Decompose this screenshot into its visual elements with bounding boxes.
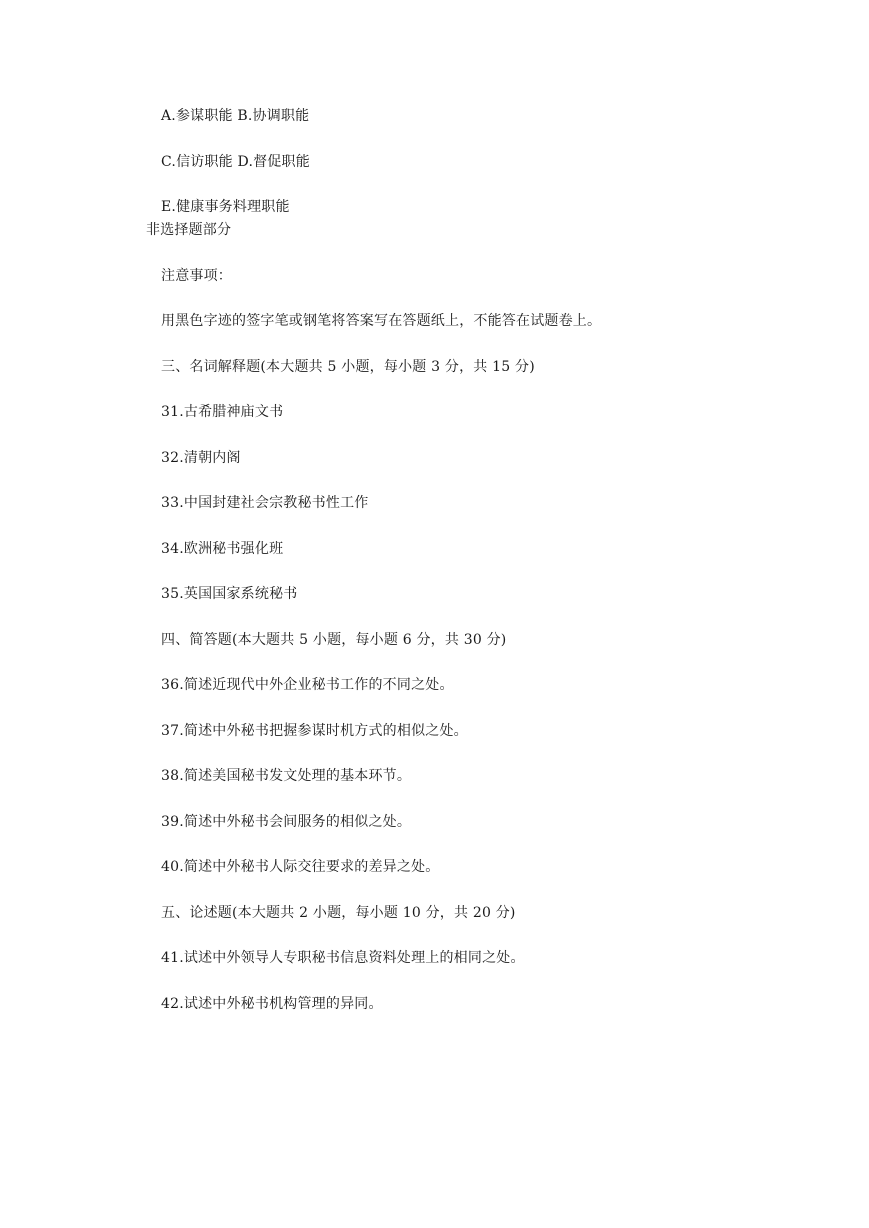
question-32: 32.清朝内阁 <box>161 450 241 466</box>
options-line-ab: A.参谋职能 B.协调职能 <box>161 108 310 124</box>
question-38: 38.简述美国秘书发文处理的基本环节。 <box>161 768 412 784</box>
question-33: 33.中国封建社会宗教秘书性工作 <box>161 495 369 511</box>
question-40: 40.简述中外秘书人际交往要求的差异之处。 <box>161 859 440 875</box>
question-39: 39.简述中外秘书会间服务的相似之处。 <box>161 814 412 830</box>
options-line-cd: C.信访职能 D.督促职能 <box>161 154 310 170</box>
question-41: 41.试述中外领导人专职秘书信息资料处理上的相同之处。 <box>161 950 525 966</box>
question-42: 42.试述中外秘书机构管理的异同。 <box>161 996 383 1012</box>
question-34: 34.欧洲秘书强化班 <box>161 541 284 557</box>
section3-heading: 三、名词解释题(本大题共 5 小题，每小题 3 分，共 15 分) <box>161 359 535 375</box>
options-line-e: E.健康事务料理职能 <box>161 199 290 215</box>
notice-text: 用黑色字迹的签字笔或钢笔将答案写在答题纸上，不能答在试题卷上。 <box>161 313 602 329</box>
question-31: 31.古希腊神庙文书 <box>161 404 284 420</box>
section4-heading: 四、简答题(本大题共 5 小题，每小题 6 分，共 30 分) <box>161 632 507 648</box>
question-36: 36.简述近现代中外企业秘书工作的不同之处。 <box>161 677 454 693</box>
section5-heading: 五、论述题(本大题共 2 小题，每小题 10 分，共 20 分) <box>161 905 516 921</box>
notice-label: 注意事项： <box>161 268 232 284</box>
question-35: 35.英国国家系统秘书 <box>161 586 298 602</box>
part-heading: 非选择题部分 <box>146 222 232 238</box>
question-37: 37.简述中外秘书把握参谋时机方式的相似之处。 <box>161 723 468 739</box>
